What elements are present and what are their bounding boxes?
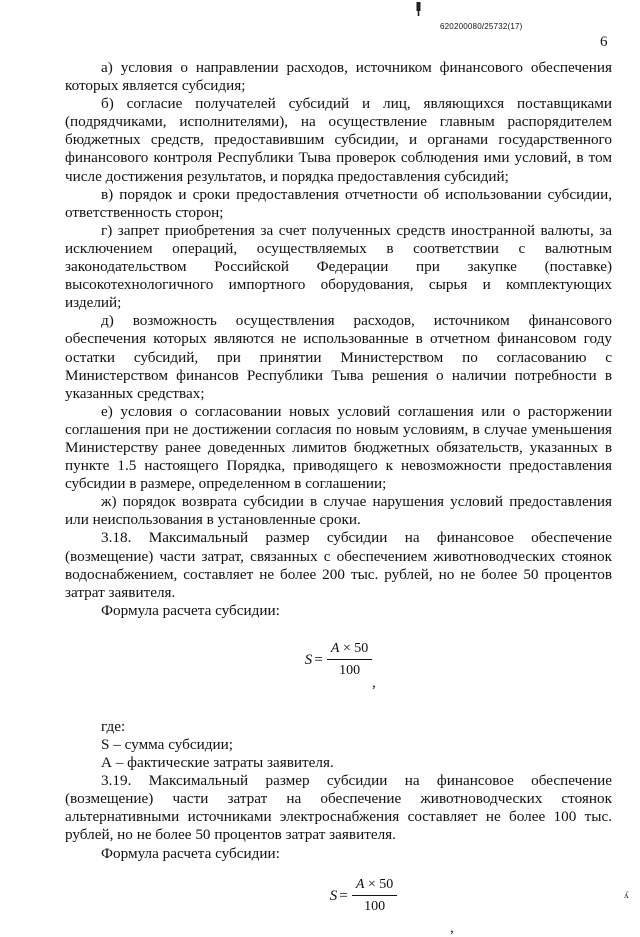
paragraph-b: б) согласие получателей субсидий и лиц, являющихся поставщиками (подрядчиками, исполнителями), на осуществление главным распорядителем бюджетных средств, предоставившим субсидии, и органами государственного финансового контроля Республики Тыва проверок соблюдения ими условий, в том числе достижения результатов, и порядка предоставления субсидий; — [65, 95, 612, 185]
formula-1-fraction — [327, 640, 372, 680]
page-number: 6 — [600, 34, 608, 50]
formula-caption-1: Формула расчета субсидии: — [101, 601, 280, 619]
formula-1-var: A — [330, 640, 340, 656]
paragraph-zh: ж) порядок возврата субсидии в случае нарушения условий предоставления или неиспользования в установленные сроки. — [65, 493, 612, 529]
registration-mark-icon — [416, 2, 421, 16]
formula-1-lhs: S — [304, 650, 313, 668]
formula-2-numerator — [352, 876, 397, 896]
formula-2-fraction — [352, 876, 397, 916]
formula-1-eq: = — [314, 650, 323, 668]
formula-2-comma: , — [450, 918, 454, 936]
formula-1-denominator: 100 — [339, 662, 361, 678]
where-label: где: — [101, 717, 126, 735]
paragraph-a: а) условия о направлении расходов, источником финансового обеспечения которых является субсидия; — [65, 59, 612, 95]
paragraph-d: д) возможность осуществления расходов, источником финансового обеспечения которых являются не использованные в отчетном финансовом году остатки субсидий, при принятии Министерством по согласованию с Министерством финансов Республики Тыва решения о наличии потребности в указанных средствах; — [65, 312, 612, 402]
paragraph-e: е) условия о согласовании новых условий соглашения или о расторжении соглашения при не достижении согласия по новым условиям, в случае уменьшения Министерству ранее доведенных лимитов бюджетных обязательств, указанных в пункте 1.5 настоящего Порядка, приводящего к невозможности предоставления субсидии в размере, определенном в соглашении; — [65, 402, 612, 493]
formula-2-num-rest: × 50 — [364, 876, 394, 892]
document-body — [65, 59, 612, 936]
formula-1-numerator — [327, 640, 372, 660]
definition-a: А – фактические затраты заявителя. — [101, 754, 334, 772]
paragraph-3-18: 3.18. Максимальный размер субсидии на финансовое обеспечение (возмещение) части затрат, связанных с обеспечением животноводческих стоянок водоснабжением, составляет не более 200 тыс. рублей, но не более 50 процентов затрат заявителя. — [65, 529, 612, 601]
paragraph-g: г) запрет приобретения за счет полученных средств иностранной валюты, за исключением операций, осуществляемых в соответствии с валютным законодательством Российской Федерации при закупке (поставке) высокотехнологичного импортного оборудования, сырья и комплектующих изделий; — [65, 221, 612, 312]
formula-2-var: A — [355, 876, 365, 892]
formula-1 — [65, 638, 612, 691]
formula-2-lhs: S — [329, 886, 338, 904]
formula-caption-2: Формула расчета субсидии: — [101, 844, 280, 862]
formula-2 — [115, 875, 612, 936]
formula-2-eq: = — [339, 886, 348, 904]
corner-mark: ʎ — [624, 890, 629, 900]
formula-2-denominator: 100 — [364, 898, 386, 914]
paragraph-v: в) порядок и сроки предоставления отчетности об использовании субсидии, ответственность сторон; — [65, 185, 612, 221]
formula-1-num-rest: × 50 — [339, 640, 369, 656]
document-code: 620200080/25732(17) — [440, 22, 523, 31]
definition-s: S – сумма субсидии; — [101, 736, 233, 753]
formula-1-comma: , — [372, 673, 376, 691]
paragraph-3-19: 3.19. Максимальный размер субсидии на финансовое обеспечение (возмещение) части затрат на обеспечение животноводческих стоянок альтернативными источниками электроснабжения составляет не более 100 тыс. рублей, но не более 50 процентов затрат заявителя. — [65, 772, 612, 844]
